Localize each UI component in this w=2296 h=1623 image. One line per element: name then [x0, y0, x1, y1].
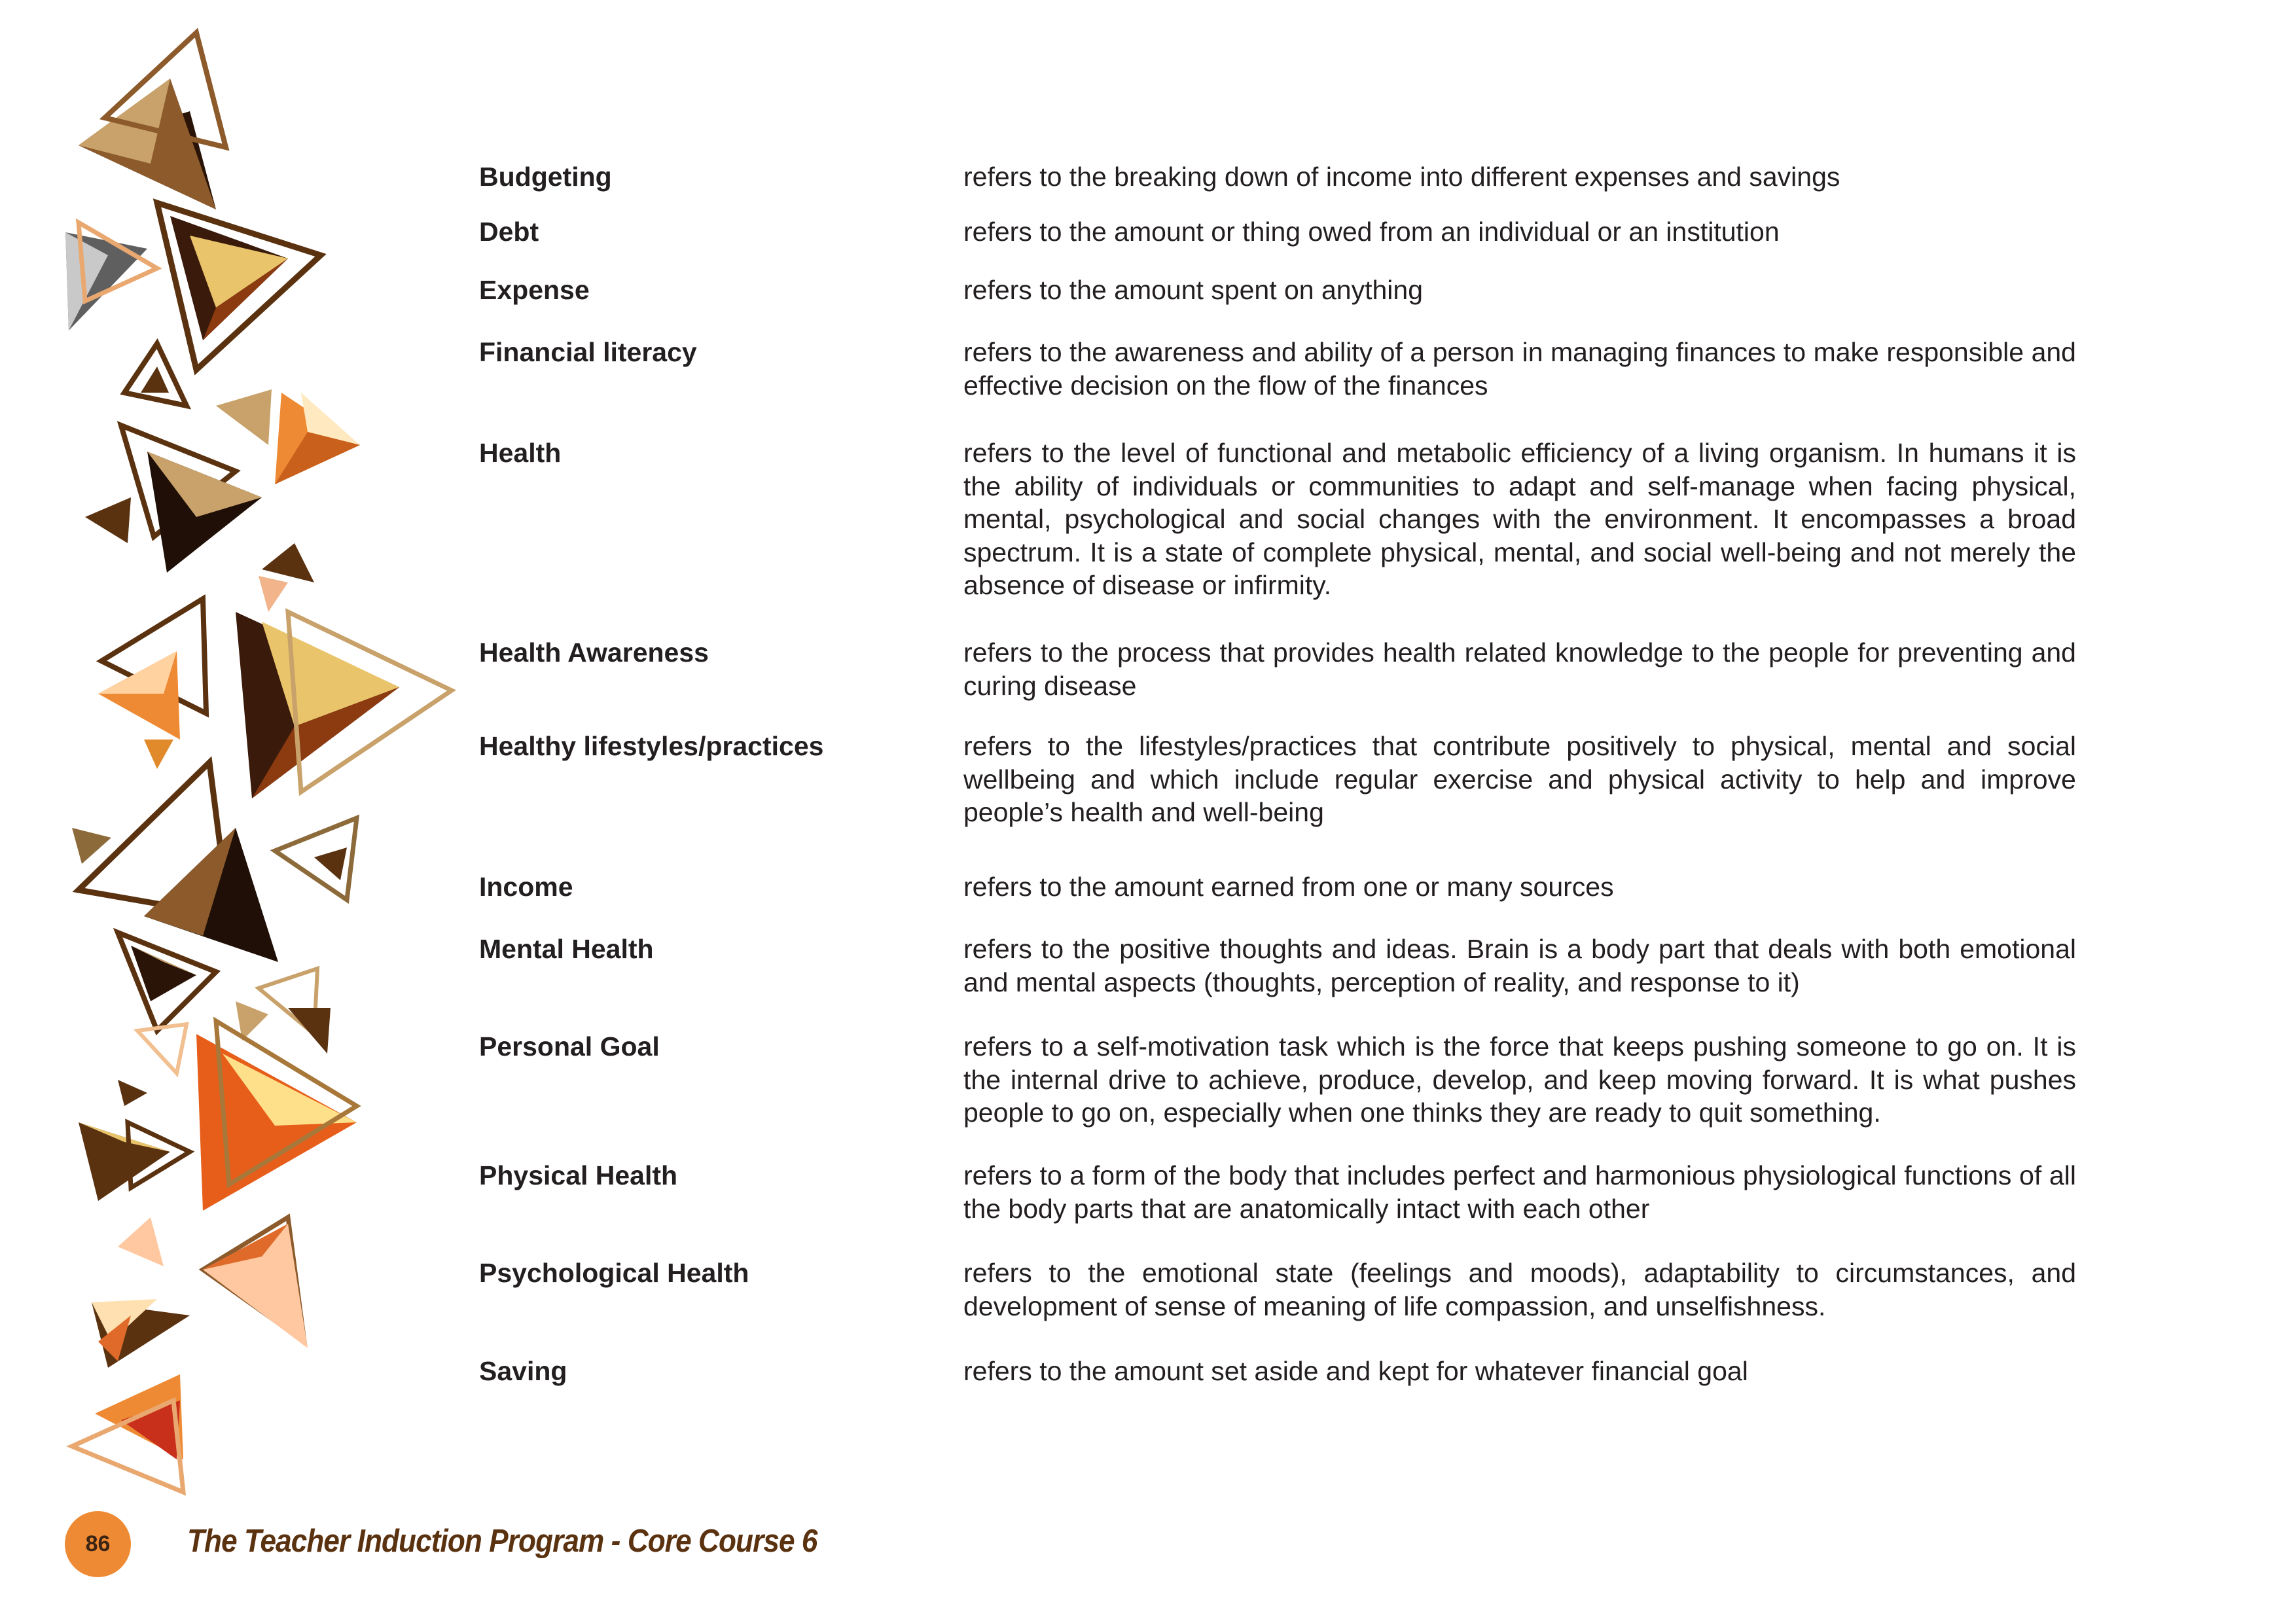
glossary-definition: refers to the breaking down of income into different expenses and savings — [963, 162, 1840, 192]
glossary-definition: refers to the amount set aside and kept for whatever financial goal — [963, 1356, 1748, 1386]
glossary-term: Personal Goal — [479, 1031, 660, 1061]
glossary-term: Psychological Health — [479, 1258, 749, 1288]
glossary-definition: refers to the positive thoughts and ideas. Brain is a body part that deals with both emotional and mental aspects (thoughts, perception of reality, and response to it) — [963, 934, 2076, 997]
glossary-term: Saving — [479, 1356, 567, 1386]
glossary-term: Financial literacy — [479, 337, 697, 367]
page-number-badge: 86 — [65, 1511, 131, 1577]
glossary-term: Physical Health — [479, 1160, 678, 1190]
glossary-term: Health — [479, 438, 562, 468]
glossary-term: Expense — [479, 275, 590, 305]
glossary-definition: refers to the amount or thing owed from an individual or an institution — [963, 217, 1780, 247]
glossary-term: Healthy lifestyles/practices — [479, 731, 824, 761]
glossary-term: Debt — [479, 217, 539, 247]
glossary-term: Mental Health — [479, 934, 654, 964]
footer-title: The Teacher Induction Program - Core Course 6 — [187, 1524, 817, 1559]
glossary-definition: refers to the process that provides health related knowledge to the people for preventing and curing disease — [963, 637, 2076, 701]
glossary-definition: refers to the level of functional and metabolic efficiency of a living organism. In humans it is the ability of individuals or communities to adapt and self-manage when facing physical, mental, psychological and social changes with the environment. It encompasses a broad spectrum. It is a state of complete physical, mental, and social well-being and not merely the absence of disease or infirmity. — [963, 438, 2076, 600]
glossary-definition: refers to a self-motivation task which is the force that keeps pushing someone to go on. It is the internal drive to achieve, produce, develop, and keep moving forward. It is what pushes people to go on, especially when one thinks they are ready to quit something. — [963, 1031, 2076, 1128]
glossary-term: Health Awareness — [479, 637, 709, 668]
glossary-definition: refers to a form of the body that includes perfect and harmonious physiological functions of all the body parts that are anatomically intact with each other — [963, 1160, 2076, 1224]
glossary-definition: refers to the emotional state (feelings and moods), adaptability to circumstances, and development of sense of meaning of life compassion, and unselfishness. — [963, 1258, 2076, 1321]
glossary-term: Income — [479, 872, 573, 902]
glossary-definition: refers to the amount earned from one or many sources — [963, 872, 1614, 902]
glossary-definition: refers to the awareness and ability of a person in managing finances to make responsible and effective decision on the flow of the finances — [963, 337, 2076, 401]
glossary-definition: refers to the amount spent on anything — [963, 275, 1424, 305]
glossary-term: Budgeting — [479, 162, 612, 192]
glossary-definition: refers to the lifestyles/practices that contribute positively to physical, mental and social wellbeing and which include regular exercise and physical activity to help and improve people’s health and well-being — [963, 731, 2076, 827]
